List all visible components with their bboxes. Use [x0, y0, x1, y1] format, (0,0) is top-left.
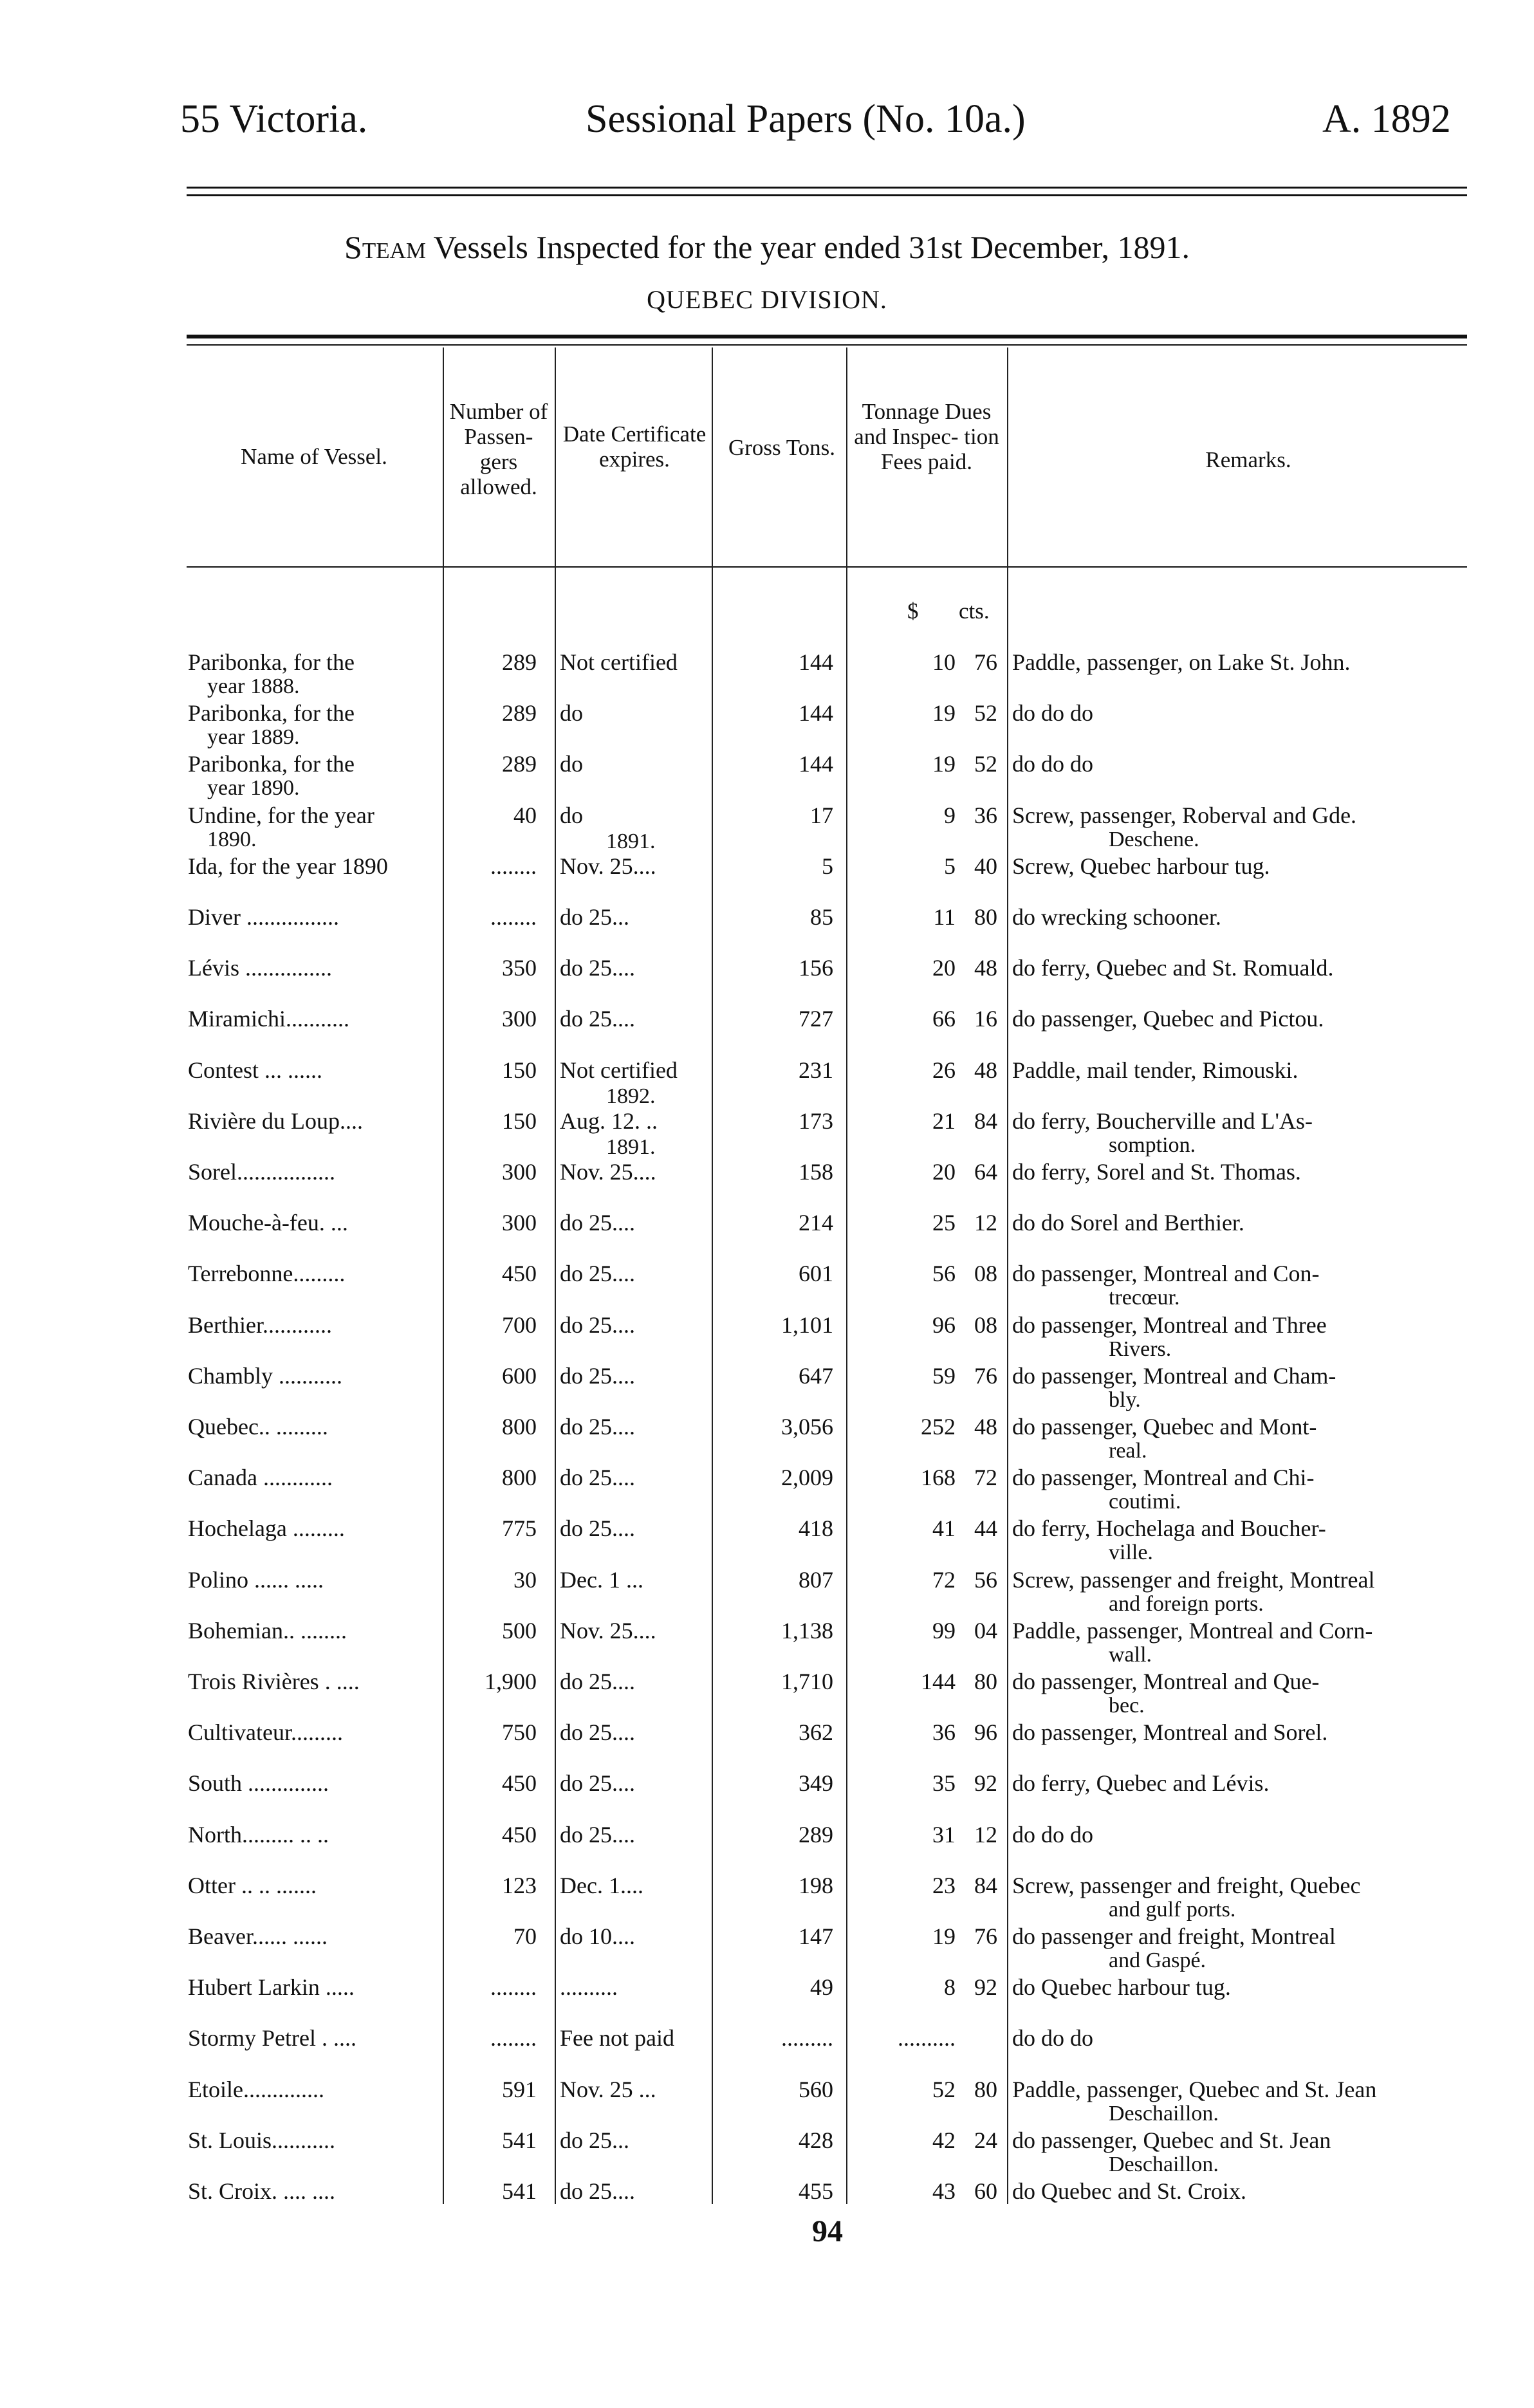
- remarks-line1: do ferry, Sorel and St. Thomas.: [1012, 1159, 1301, 1185]
- vessel-name-line1: Lévis ...............: [188, 955, 332, 981]
- certificate-date: do 25....: [560, 1210, 635, 1236]
- gross-tons: 231: [799, 1057, 833, 1083]
- gross-tons: 144: [799, 751, 833, 777]
- passengers-allowed: 800: [502, 1414, 537, 1440]
- remarks-line1: do ferry, Hochelaga and Boucher-: [1012, 1515, 1326, 1542]
- certificate-date: do 25...: [560, 904, 629, 930]
- remarks-line2: Deschene.: [1109, 827, 1199, 851]
- table-row: [0, 752, 1534, 803]
- certificate-date: Nov. 25....: [560, 1617, 656, 1644]
- gross-tons: 289: [799, 1821, 833, 1848]
- gross-tons: 1,101: [781, 1311, 833, 1338]
- certificate-date: do 25....: [560, 1515, 635, 1542]
- fees-cents: 96: [974, 1719, 997, 1746]
- remarks-line1: do passenger, Montreal and Three: [1012, 1311, 1327, 1338]
- remarks-line2: bec.: [1109, 1694, 1145, 1718]
- gross-tons: 428: [799, 2127, 833, 2153]
- certificate-date: Not certified: [560, 1057, 678, 1083]
- vessel-name-line1: Hochelaga .........: [188, 1515, 345, 1542]
- certificate-date: ..........: [560, 1974, 618, 2001]
- vessel-name-line1: South ..............: [188, 1770, 329, 1797]
- fees-dollars: 11: [933, 904, 956, 930]
- passengers-allowed: 350: [502, 955, 537, 981]
- fees-dollars: ..........: [898, 2025, 956, 2051]
- page-number: 94: [812, 2214, 843, 2248]
- gross-tons: 173: [799, 1107, 833, 1134]
- certificate-date: do 25....: [560, 1719, 635, 1746]
- fees-dollars: 19: [932, 700, 956, 727]
- gross-tons: .........: [781, 2025, 833, 2051]
- table-top-rule-thin: [187, 344, 1467, 346]
- passengers-allowed: 150: [502, 1057, 537, 1083]
- passengers-allowed: 30: [513, 1566, 537, 1593]
- certificate-date: do: [560, 802, 583, 828]
- fees-cents: 12: [974, 1821, 997, 1848]
- remarks-line2: and foreign ports.: [1109, 1591, 1264, 1616]
- certificate-date: do 25....: [560, 1006, 635, 1032]
- certificate-date: do 25....: [560, 1465, 635, 1491]
- fees-dollars: 20: [932, 955, 956, 981]
- table-row: [0, 1720, 1534, 1772]
- table-row: [0, 1669, 1534, 1721]
- fees-dollars: 20: [932, 1159, 956, 1185]
- table-row: [0, 803, 1534, 855]
- vessel-name-line1: Cultivateur.........: [188, 1719, 343, 1746]
- table-row: [0, 2026, 1534, 2077]
- fees-cents: 44: [974, 1515, 997, 1542]
- gross-tons: 85: [810, 904, 833, 930]
- certificate-date: do 25....: [560, 2178, 635, 2204]
- passengers-allowed: 750: [502, 1719, 537, 1746]
- table-row: [0, 905, 1534, 956]
- passengers-allowed: ........: [490, 853, 537, 879]
- table-row: [0, 1313, 1534, 1364]
- certificate-date: do 25....: [560, 955, 635, 981]
- table-row: [0, 1975, 1534, 2026]
- vessel-name-line1: Stormy Petrel . ....: [188, 2025, 356, 2051]
- fees-dollars: 99: [932, 1617, 956, 1644]
- fees-cents: 84: [974, 1872, 997, 1898]
- gross-tons: 727: [799, 1006, 833, 1032]
- vessel-name-line1: Terrebonne.........: [188, 1261, 346, 1287]
- passengers-allowed: 450: [502, 1770, 537, 1797]
- fees-dollars: 96: [932, 1311, 956, 1338]
- remarks-line1: do Quebec harbour tug.: [1012, 1974, 1231, 2001]
- remarks-line2: real.: [1109, 1439, 1147, 1463]
- remarks-line1: Paddle, passenger, Quebec and St. Jean: [1012, 2076, 1377, 2102]
- passengers-allowed: ........: [490, 1974, 537, 2001]
- gross-tons: 807: [799, 1566, 833, 1593]
- gross-tons: 349: [799, 1770, 833, 1797]
- certificate-year: 1892.: [606, 1084, 656, 1108]
- remarks-line1: do passenger, Quebec and Mont-: [1012, 1414, 1317, 1440]
- vessel-name-line1: North......... .. ..: [188, 1821, 329, 1848]
- vessel-name-line1: Ida, for the year 1890: [188, 853, 388, 879]
- division-title: QUEBEC DIVISION.: [647, 285, 887, 314]
- fees-dollars: 144: [921, 1669, 956, 1694]
- cents-header: cts.: [959, 598, 990, 624]
- passengers-allowed: 800: [502, 1465, 537, 1491]
- gross-tons: 3,056: [781, 1414, 833, 1440]
- gross-tons: 156: [799, 955, 833, 981]
- passengers-allowed: 541: [502, 2178, 537, 2204]
- fees-dollars: 31: [932, 1821, 956, 1848]
- fees-dollars: 168: [921, 1465, 956, 1491]
- remarks-line1: do passenger, Quebec and Pictou.: [1012, 1006, 1324, 1032]
- fees-dollars: 66: [932, 1006, 956, 1032]
- fees-dollars: 252: [921, 1414, 956, 1440]
- table-row: [0, 1465, 1534, 1517]
- remarks-line1: Paddle, passenger, Montreal and Corn-: [1012, 1617, 1373, 1644]
- table-row: [0, 1364, 1534, 1415]
- fees-cents: 76: [974, 1362, 997, 1389]
- remarks-line1: do wrecking schooner.: [1012, 904, 1221, 930]
- vessel-name-line1: Berthier............: [188, 1311, 332, 1338]
- gross-tons: 1,138: [781, 1617, 833, 1644]
- fees-cents: 48: [974, 1057, 997, 1083]
- fees-dollars: 10: [932, 649, 956, 675]
- fees-cents: 36: [974, 802, 997, 828]
- certificate-date: Not certified: [560, 649, 678, 675]
- passengers-allowed: 450: [502, 1261, 537, 1287]
- column-header-date: Date Certificate expires.: [562, 421, 707, 472]
- gross-tons: 214: [799, 1210, 833, 1236]
- table-row: [0, 1873, 1534, 1925]
- vessel-name-line1: Diver ................: [188, 904, 339, 930]
- table-row: [0, 1261, 1534, 1313]
- fees-cents: 72: [974, 1465, 997, 1491]
- certificate-date: Fee not paid: [560, 2025, 674, 2051]
- vessel-name-line1: Paribonka, for the: [188, 649, 355, 675]
- fees-cents: 48: [974, 955, 997, 981]
- passengers-allowed: 450: [502, 1821, 537, 1848]
- fees-dollars: 41: [932, 1515, 956, 1542]
- vessel-name-line1: St. Croix. .... ....: [188, 2178, 336, 2204]
- passengers-allowed: 300: [502, 1159, 537, 1185]
- gross-tons: 144: [799, 700, 833, 727]
- fees-dollars: 59: [932, 1362, 956, 1389]
- gross-tons: 49: [810, 1974, 833, 2001]
- certificate-date: do: [560, 751, 583, 777]
- fees-cents: 04: [974, 1617, 997, 1644]
- column-header-tonnage: Tonnage Dues and Inspec- tion Fees paid.: [854, 399, 999, 474]
- remarks-line1: do passenger, Montreal and Cham-: [1012, 1362, 1336, 1389]
- passengers-allowed: 300: [502, 1006, 537, 1032]
- passengers-allowed: 700: [502, 1311, 537, 1338]
- remarks-line2: and gulf ports.: [1109, 1897, 1236, 1922]
- gross-tons: 647: [799, 1362, 833, 1389]
- remarks-line2: Deschaillon.: [1109, 2101, 1219, 2126]
- header-right: A. 1892: [1322, 97, 1451, 141]
- remarks-line1: do passenger, Montreal and Sorel.: [1012, 1719, 1328, 1746]
- gross-tons: 1,710: [781, 1669, 833, 1694]
- table-row: [0, 1568, 1534, 1619]
- fees-dollars: 25: [932, 1210, 956, 1236]
- fees-dollars: 9: [944, 802, 956, 828]
- certificate-date: do 10....: [560, 1923, 635, 1949]
- gross-tons: 455: [799, 2178, 833, 2204]
- page-title: [0, 228, 1534, 266]
- table-row: [0, 1414, 1534, 1466]
- passengers-allowed: 600: [502, 1362, 537, 1389]
- fees-cents: 52: [974, 700, 997, 727]
- vessel-name-line1: Rivière du Loup....: [188, 1107, 363, 1134]
- vessel-name-line1: Etoile..............: [188, 2076, 324, 2102]
- remarks-line1: do ferry, Quebec and St. Romuald.: [1012, 955, 1334, 981]
- vessel-name-line2: year 1888.: [207, 674, 300, 698]
- remarks-line1: Screw, passenger, Roberval and Gde.: [1012, 802, 1357, 828]
- vessel-name-line1: Quebec.. .........: [188, 1414, 328, 1440]
- table-top-rule: [187, 335, 1467, 338]
- remarks-line1: do do Sorel and Berthier.: [1012, 1210, 1244, 1236]
- gross-tons: 144: [799, 649, 833, 675]
- fees-dollars: 43: [932, 2178, 956, 2204]
- table-row: [0, 650, 1534, 701]
- table-row: [0, 1006, 1534, 1058]
- remarks-line1: do passenger, Montreal and Con-: [1012, 1261, 1320, 1287]
- column-header-passengers: Number of Passen- gers allowed.: [449, 399, 548, 499]
- gross-tons: 198: [799, 1872, 833, 1898]
- passengers-allowed: 123: [502, 1872, 537, 1898]
- fees-dollars: 56: [932, 1261, 956, 1287]
- remarks-line2: wall.: [1109, 1642, 1152, 1667]
- passengers-allowed: 40: [513, 802, 537, 828]
- remarks-line1: do do do: [1012, 1821, 1093, 1848]
- vessel-name-line1: Miramichi...........: [188, 1006, 349, 1032]
- table-row: [0, 1924, 1534, 1976]
- fees-dollars: 35: [932, 1770, 956, 1797]
- certificate-date: do 25....: [560, 1362, 635, 1389]
- passengers-allowed: 591: [502, 2076, 537, 2102]
- vessel-name-line2: 1890.: [207, 827, 257, 851]
- vessel-name-line1: Bohemian.. ........: [188, 1617, 347, 1644]
- column-header-rule: [187, 566, 1467, 568]
- passengers-allowed: ........: [490, 2025, 537, 2051]
- certificate-year: 1891.: [606, 829, 656, 853]
- gross-tons: 418: [799, 1515, 833, 1542]
- remarks-line2: Rivers.: [1109, 1337, 1172, 1361]
- remarks-line1: do Quebec and St. Croix.: [1012, 2178, 1246, 2204]
- fees-cents: 24: [974, 2127, 997, 2153]
- gross-tons: 2,009: [781, 1465, 833, 1491]
- passengers-allowed: 500: [502, 1617, 537, 1644]
- vessel-name-line1: Paribonka, for the: [188, 700, 355, 727]
- vessel-name-line1: Paribonka, for the: [188, 751, 355, 777]
- passengers-allowed: 289: [502, 649, 537, 675]
- title-smallcaps: Steam: [344, 229, 426, 265]
- fees-dollars: 23: [932, 1872, 956, 1898]
- remarks-line1: Screw, Quebec harbour tug.: [1012, 853, 1270, 879]
- remarks-line1: do do do: [1012, 700, 1093, 727]
- passengers-allowed: 775: [502, 1515, 537, 1542]
- table-row: [0, 1771, 1534, 1822]
- fees-dollars: 21: [932, 1107, 956, 1134]
- header-rule-top: [187, 187, 1467, 189]
- remarks-line1: Paddle, mail tender, Rimouski.: [1012, 1057, 1298, 1083]
- header-left: 55 Victoria.: [180, 97, 368, 141]
- remarks-line2: trecœur.: [1109, 1286, 1180, 1310]
- remarks-line2: bly.: [1109, 1387, 1141, 1412]
- remarks-line2: and Gaspé.: [1109, 1949, 1206, 1972]
- fees-cents: 80: [974, 904, 997, 930]
- fees-dollars: 72: [932, 1566, 956, 1593]
- vessel-name-line1: Hubert Larkin .....: [188, 1974, 355, 2001]
- vessel-name-line1: Contest ... ......: [188, 1057, 323, 1083]
- fees-dollars: 19: [932, 1923, 956, 1949]
- vessel-name-line1: Polino ...... .....: [188, 1566, 324, 1593]
- remarks-line2: ville.: [1109, 1541, 1153, 1565]
- vessel-name-line1: Trois Rivières . ....: [188, 1669, 360, 1694]
- fees-cents: 92: [974, 1974, 997, 2001]
- gross-tons: 362: [799, 1719, 833, 1746]
- gross-tons: 17: [810, 802, 833, 828]
- table-row: [0, 2128, 1534, 2180]
- header-rule-bottom: [187, 194, 1467, 196]
- fees-cents: 76: [974, 1923, 997, 1949]
- vessel-name-line1: Chambly ...........: [188, 1362, 342, 1389]
- certificate-date: do 25....: [560, 1821, 635, 1848]
- column-header-name: Name of Vessel.: [241, 444, 387, 469]
- passengers-allowed: 150: [502, 1107, 537, 1134]
- vessel-name-line1: Undine, for the year: [188, 802, 374, 828]
- table-row: [0, 1516, 1534, 1568]
- header-center: Sessional Papers (No. 10a.): [586, 97, 1026, 141]
- certificate-date: Dec. 1....: [560, 1872, 643, 1898]
- passengers-allowed: 1,900: [485, 1669, 537, 1694]
- remarks-line1: Screw, passenger and freight, Montreal: [1012, 1566, 1375, 1593]
- certificate-date: do 25....: [560, 1669, 635, 1694]
- certificate-date: Nov. 25 ...: [560, 2076, 656, 2102]
- passengers-allowed: 70: [513, 1923, 537, 1949]
- remarks-line1: do passenger, Quebec and St. Jean: [1012, 2127, 1331, 2153]
- dollar-sign-header: $: [907, 598, 919, 624]
- certificate-date: Nov. 25....: [560, 853, 656, 879]
- column-header-remarks: Remarks.: [1205, 447, 1291, 472]
- certificate-year: 1891.: [606, 1135, 656, 1159]
- certificate-date: Aug. 12. ..: [560, 1107, 658, 1134]
- table-row: [0, 956, 1534, 1007]
- remarks-line1: do ferry, Boucherville and L'As-: [1012, 1107, 1313, 1134]
- gross-tons: 5: [822, 853, 833, 879]
- remarks-line1: Screw, passenger and freight, Quebec: [1012, 1872, 1361, 1898]
- table-row: [0, 1618, 1534, 1670]
- fees-dollars: 36: [932, 1719, 956, 1746]
- passengers-allowed: 541: [502, 2127, 537, 2153]
- fees-cents: 48: [974, 1414, 997, 1440]
- column-header-gross: Gross Tons.: [728, 435, 836, 460]
- fees-dollars: 19: [932, 751, 956, 777]
- gross-tons: 560: [799, 2076, 833, 2102]
- vessel-name-line1: St. Louis...........: [188, 2127, 336, 2153]
- passengers-allowed: 300: [502, 1210, 537, 1236]
- remarks-line2: somption.: [1109, 1133, 1196, 1157]
- vessel-name-line1: Mouche-à-feu. ...: [188, 1210, 348, 1236]
- passengers-allowed: 289: [502, 751, 537, 777]
- remarks-line1: Paddle, passenger, on Lake St. John.: [1012, 649, 1351, 675]
- remarks-line1: do ferry, Quebec and Lévis.: [1012, 1770, 1270, 1797]
- fees-cents: 80: [974, 1669, 997, 1694]
- certificate-date: do 25....: [560, 1770, 635, 1797]
- vessel-name-line1: Beaver...... ......: [188, 1923, 328, 1949]
- certificate-date: do 25....: [560, 1261, 635, 1287]
- fees-cents: 52: [974, 751, 997, 777]
- fees-cents: 80: [974, 2076, 997, 2102]
- certificate-date: do 25...: [560, 2127, 629, 2153]
- fees-dollars: 26: [932, 1057, 956, 1083]
- certificate-date: do 25....: [560, 1311, 635, 1338]
- table-row: [0, 2077, 1534, 2129]
- fees-cents: 40: [974, 853, 997, 879]
- fees-cents: 92: [974, 1770, 997, 1797]
- certificate-date: do: [560, 700, 583, 727]
- table-row: [0, 1084, 1534, 1160]
- fees-dollars: 52: [932, 2076, 956, 2102]
- fees-dollars: 8: [944, 1974, 956, 2001]
- fees-dollars: 5: [944, 853, 956, 879]
- remarks-line2: coutimi.: [1109, 1490, 1181, 1514]
- passengers-allowed: 289: [502, 700, 537, 727]
- table-row: [0, 1058, 1534, 1109]
- vessel-name-line2: year 1890.: [207, 776, 300, 801]
- remarks-line1: do do do: [1012, 751, 1093, 777]
- gross-tons: 601: [799, 1261, 833, 1287]
- table-row: [0, 2179, 1534, 2230]
- table-row: [0, 701, 1534, 752]
- fees-cents: 08: [974, 1311, 997, 1338]
- fees-cents: 84: [974, 1107, 997, 1134]
- remarks-line2: Deschaillon.: [1109, 2152, 1219, 2176]
- remarks-line1: do do do: [1012, 2025, 1093, 2051]
- fees-cents: 64: [974, 1159, 997, 1185]
- vessel-name-line2: year 1889.: [207, 725, 300, 750]
- certificate-date: Nov. 25....: [560, 1159, 656, 1185]
- passengers-allowed: ........: [490, 904, 537, 930]
- fees-cents: 56: [974, 1566, 997, 1593]
- remarks-line1: do passenger, Montreal and Chi-: [1012, 1465, 1315, 1491]
- certificate-date: Dec. 1 ...: [560, 1566, 643, 1593]
- fees-cents: 08: [974, 1261, 997, 1287]
- remarks-line1: do passenger and freight, Montreal: [1012, 1923, 1336, 1949]
- table-row: [0, 1210, 1534, 1262]
- gross-tons: 158: [799, 1159, 833, 1185]
- fees-cents: 16: [974, 1006, 997, 1032]
- gross-tons: 147: [799, 1923, 833, 1949]
- title-text: Vessels Inspected for the year ended 31st December, 1891.: [426, 229, 1190, 265]
- fees-cents: 12: [974, 1210, 997, 1236]
- table-row: [0, 1822, 1534, 1874]
- certificate-date: do 25....: [560, 1414, 635, 1440]
- fees-dollars: 42: [932, 2127, 956, 2153]
- vessel-name-line1: Canada ............: [188, 1465, 333, 1491]
- fees-cents: 76: [974, 649, 997, 675]
- fees-cents: 60: [974, 2178, 997, 2204]
- vessel-name-line1: Otter .. .. .......: [188, 1872, 317, 1898]
- remarks-line1: do passenger, Montreal and Que-: [1012, 1669, 1320, 1694]
- vessel-name-line1: Sorel.................: [188, 1159, 335, 1185]
